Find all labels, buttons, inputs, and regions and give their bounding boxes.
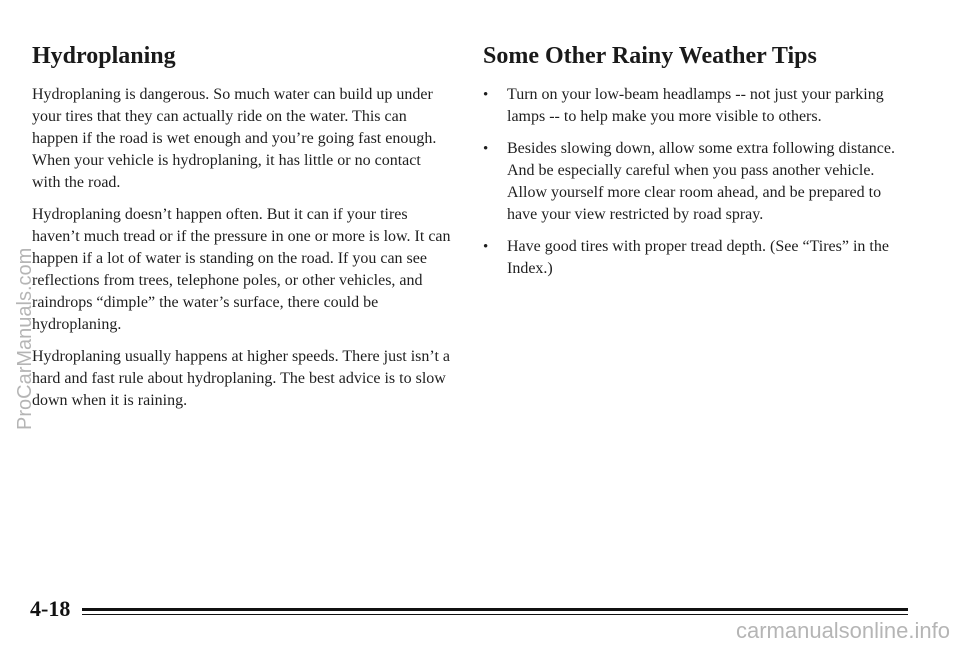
footer-rule <box>82 608 908 611</box>
hydroplaning-paragraph-3: Hydroplaning usually happens at higher speeds. There just isn’t a hard and fast rule about hydroplaning. The best advice is to slow down when it is raining. <box>32 348 450 409</box>
bullet-icon: • <box>483 87 489 103</box>
tip-text: Besides slowing down, allow some extra following distance. And be especially careful when you pass another vehicle. Allow yourself more clear room ahead, and be prepared to have your view restricted by road spray. <box>507 140 895 223</box>
footer-rule-thin <box>82 614 908 615</box>
tip-text: Turn on your low-beam headlamps -- not just your parking lamps -- to help make you more visible to others. <box>507 86 884 125</box>
tip-item <box>483 138 913 226</box>
side-watermark: ProCarManuals.com <box>14 247 36 430</box>
bullet-icon: • <box>483 141 489 157</box>
hydroplaning-section <box>32 42 452 422</box>
rainy-tips-heading: Some Other Rainy Weather Tips <box>483 43 817 69</box>
rainy-tips-list <box>483 84 913 280</box>
tip-text: Have good tires with proper tread depth. (See “Tires” in the Index.) <box>507 238 889 277</box>
tip-item <box>483 84 913 128</box>
bullet-icon: • <box>483 239 489 255</box>
page-number: 4-18 <box>30 596 71 621</box>
hydroplaning-heading: Hydroplaning <box>32 43 176 69</box>
hydroplaning-paragraph-1: Hydroplaning is dangerous. So much water can build up under your tires that they can actually ride on the water. This can happen if the road is wet enough and you’re going fast enough. When your vehicle is hydroplaning, it has little or no contact with the road. <box>32 86 437 191</box>
tip-item <box>483 236 913 280</box>
hydroplaning-paragraph-2: Hydroplaning doesn’t happen often. But it can if your tires haven’t much tread or if the pressure in one or more is low. It can happen if a lot of water is standing on the road. If you can see reflections from trees, telephone poles, or other vehicles, and raindrops “dimple” the water’s surface, there could be hydroplaning. <box>32 206 451 333</box>
bottom-watermark: carmanualsonline.info <box>735 618 950 643</box>
rainy-tips-section <box>483 42 913 290</box>
